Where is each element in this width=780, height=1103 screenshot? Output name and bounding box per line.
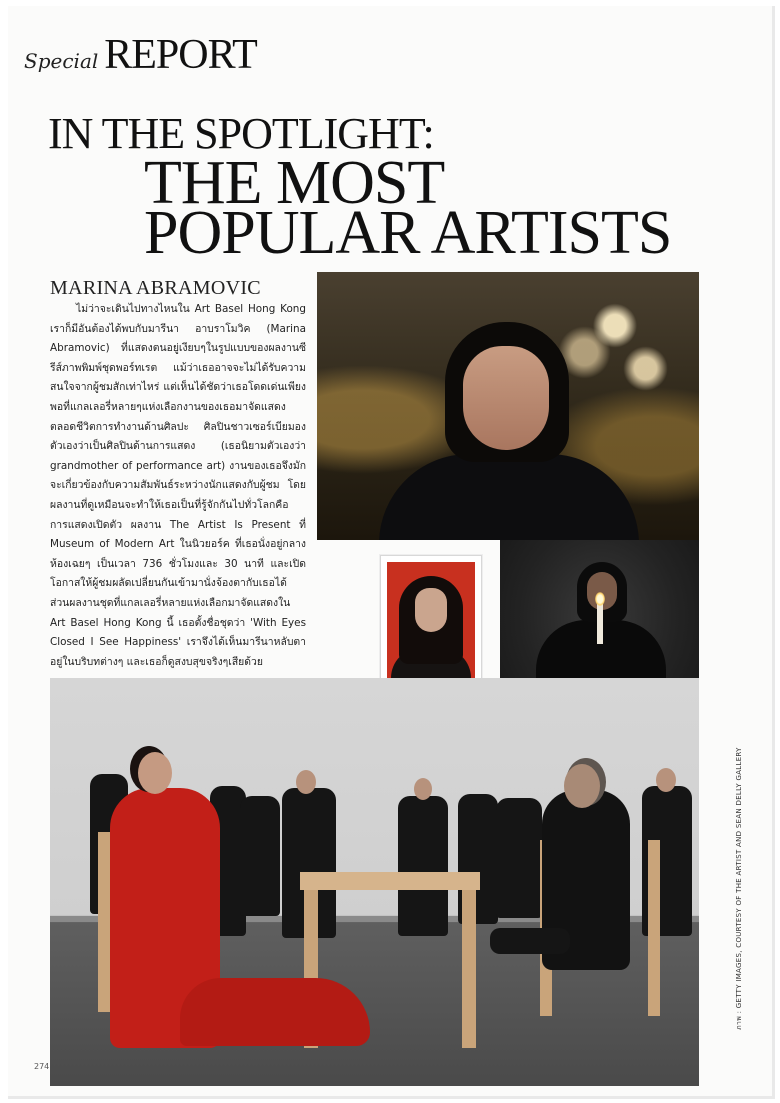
section-special: Special (24, 49, 99, 73)
seated-man-legs (490, 928, 570, 954)
table (300, 872, 480, 890)
candle-flame (595, 592, 605, 606)
red-dress-train (180, 978, 370, 1046)
table-leg (462, 890, 476, 1048)
candle (597, 604, 603, 644)
photo-credit: ภาพ : GETTY IMAGES, COURTESY OF THE ARTIST AND SEAN DELLY GALLERY (735, 747, 743, 1030)
portrait-photo-red (387, 562, 475, 690)
audience-head (656, 768, 676, 792)
portrait-photo-red-frame (380, 555, 482, 697)
performance-photo-the-artist-is-present (50, 678, 699, 1086)
headline-line-2: THE MOST (144, 149, 445, 217)
audience-figure (240, 796, 280, 916)
headline-line-1: IN THE SPOTLIGHT: (48, 109, 434, 158)
audience-head (414, 778, 432, 800)
seated-man-head (564, 764, 600, 808)
article-body: ไม่ว่าจะเดินไปทางไหนใน Art Basel Hong Kong เราก็มีอันต้องได้พบกับมารีนา อาบราโมวิค (Marina Abramovic) ที่แสดงตนอยู่เงียบๆในรูปแบบของผลงานซีรีส์ภาพพิมพ์ชุดพอร์ทเรต แม้ว่าเธออาจจะไม่ได้รับความสนใจจากผู้ชมสักเท่าไหร่ แต่เห็นได้ชัดว่าเธอโดดเด่นเพียงพอที่แกลเลอรี่หลายๆแห่งเลือกงานของเธอมาจัดแสดง ตลอดชีวิตการทำงานด้านศิลปะ ศิลปินชาวเซอร์เบียมองตัวเองว่าเป็นศิลปินด้านการแสดง (เธอนิยามตัวเองว่า grandmother of performance art) งานของเธอจึงมักจะเกี่ยวข้องกับความสัมพันธ์ระหว่างนักแสดงกับผู้ชม โดยผลงานที่ดูเหมือนจะทำให้เธอเป็นที่รู้จักกันไปทั่วโลกคือการแสดงเปิดตัว ผลงาน The Artist Is Present ที่ Museum of Modern Art ในนิวยอร์ค ที่เธอนั่งอยู่กลางห้องเฉยๆ เป็นเวลา 736 ชั่วโมงและ 30 นาที และเปิดโอกาสให้ผู้ชมผลัดเปลี่ยนกันเข้ามานั่งจ้องตากับเธอได้ ส่วนผลงานชุดที่แกลเลอรี่หลายแห่งเลือกมาจัดแสดงใน Art Basel Hong Kong นี้ เธอตั้งชื่อชุดว่า 'With Eyes Closed I See Happiness' เราจึงได้เห็นมารีนาหลับตาอยู่ในบริบทต่างๆ และเธอก็ดูสงบสุขจริงๆเสียด้วย (50, 303, 306, 668)
audience-figure (496, 798, 542, 918)
red-dress-figure-head (138, 752, 172, 794)
headline-line-3: POPULAR ARTISTS (144, 199, 672, 267)
artist-name: MARINA ABRAMOVIC (50, 277, 261, 299)
page-number: 274 (34, 1062, 50, 1071)
figure-body (379, 454, 639, 540)
section-report: REPORT (104, 32, 257, 78)
magazine-page (8, 6, 775, 1099)
audience-head (296, 770, 316, 794)
figure-face (415, 588, 447, 632)
section-label (24, 34, 257, 76)
figure-face (463, 346, 549, 450)
audience-figure (398, 796, 448, 936)
portrait-photo-chandelier (317, 272, 699, 540)
